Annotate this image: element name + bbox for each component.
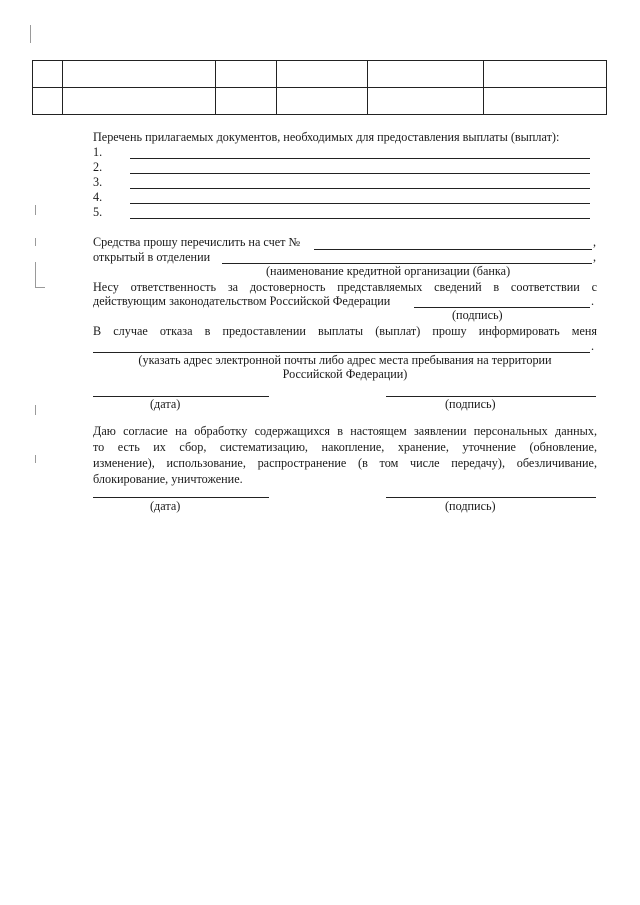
scan-mark <box>35 238 36 246</box>
scan-mark <box>35 262 36 287</box>
table-cell <box>484 88 607 115</box>
refusal-end-punct: . <box>591 339 595 353</box>
account-number-field[interactable] <box>314 249 592 250</box>
document-item-number: 5. <box>93 205 103 219</box>
refusal-date-hint: (дата) <box>150 397 181 411</box>
refusal-date-field[interactable] <box>93 396 269 397</box>
bank-name-hint: (наименование кредитной организации (банка) <box>266 264 511 278</box>
responsibility-line-2: действующим законодательством Российской Федерации <box>93 294 391 308</box>
document-item-field[interactable] <box>130 218 590 219</box>
scan-mark <box>35 405 36 415</box>
document-item-number: 4. <box>93 190 103 204</box>
document-item-number: 2. <box>93 160 103 174</box>
table-cell <box>368 88 484 115</box>
table-row <box>33 88 607 115</box>
account-end-punct: , <box>593 235 597 249</box>
responsibility-signature-hint: (подпись) <box>452 308 503 322</box>
account-label: Средства прошу перечислить на счет № <box>93 235 301 249</box>
table-cell <box>63 88 216 115</box>
consent-line-4: блокирование, уничтожение. <box>93 472 243 486</box>
scan-mark <box>35 287 45 288</box>
document-item-field[interactable] <box>130 158 590 159</box>
consent-line-2: то есть их сбор, систематизацию, накопление, хранение, уточнение (обновление, <box>93 440 597 454</box>
document-item-number: 1. <box>93 145 103 159</box>
table-cell <box>216 61 277 88</box>
branch-label: открытый в отделении <box>93 250 211 264</box>
branch-end-punct: , <box>593 250 597 264</box>
document-item-field[interactable] <box>130 188 590 189</box>
consent-date-hint: (дата) <box>150 499 181 513</box>
table-cell <box>33 88 63 115</box>
scan-mark <box>30 25 31 43</box>
consent-signature-field[interactable] <box>386 497 596 498</box>
refusal-hint-line-1: (указать адрес электронной почты либо адрес места пребывания на территории <box>138 353 552 367</box>
document-item-field[interactable] <box>130 203 590 204</box>
consent-date-field[interactable] <box>93 497 269 498</box>
table-cell <box>277 88 368 115</box>
scan-mark <box>35 455 36 463</box>
table-cell <box>33 61 63 88</box>
table-cell <box>216 88 277 115</box>
documents-heading: Перечень прилагаемых документов, необходимых для предоставления выплаты (выплат): <box>93 130 560 144</box>
document-item-number: 3. <box>93 175 103 189</box>
table-cell <box>368 61 484 88</box>
table-cell <box>277 61 368 88</box>
table-row <box>33 61 607 88</box>
consent-line-1: Даю согласие на обработку содержащихся в настоящем заявлении персональных данных, <box>93 424 597 438</box>
responsibility-end-punct: . <box>591 294 595 308</box>
document-item-field[interactable] <box>130 173 590 174</box>
refusal-line-1: В случае отказа в предоставлении выплаты (выплат) прошу информировать меня <box>93 324 597 338</box>
consent-line-3: изменение), использование, распространение (в том числе передачу), обезличивание, <box>93 456 597 470</box>
table-cell <box>484 61 607 88</box>
refusal-hint-line-2: Российской Федерации) <box>282 367 408 381</box>
table-cell <box>63 61 216 88</box>
scan-mark <box>35 205 36 215</box>
responsibility-line-1: Несу ответственность за достоверность представляемых сведений в соответствии с <box>93 280 597 294</box>
refusal-signature-hint: (подпись) <box>445 397 496 411</box>
data-table <box>32 60 607 115</box>
consent-signature-hint: (подпись) <box>445 499 496 513</box>
